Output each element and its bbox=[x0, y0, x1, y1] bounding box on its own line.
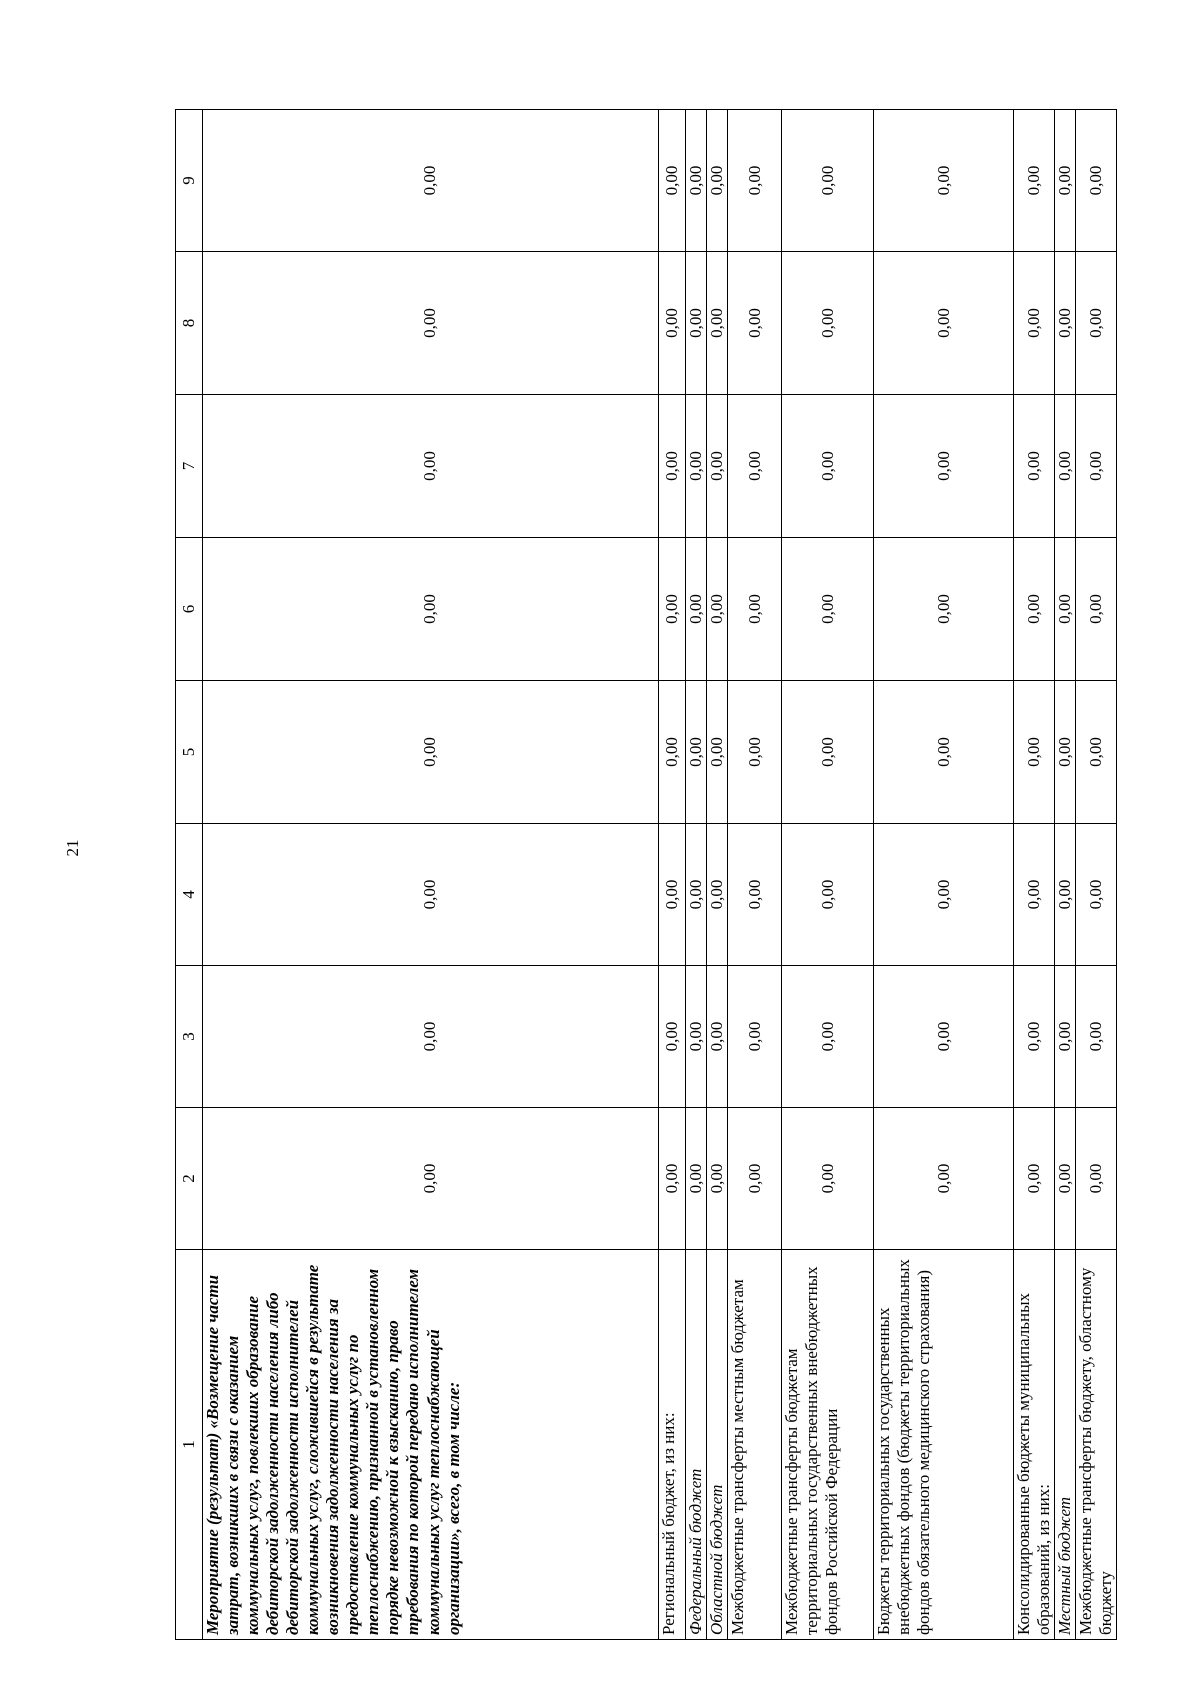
column-header: 6 bbox=[176, 538, 203, 681]
column-header: 5 bbox=[176, 681, 203, 824]
value-cell: 0,00 bbox=[782, 966, 874, 1108]
table-row bbox=[659, 110, 686, 1640]
value-cell: 0,00 bbox=[782, 252, 874, 395]
value-cell: 0,00 bbox=[686, 110, 707, 252]
value-cell: 0,00 bbox=[203, 538, 659, 681]
value-cell: 0,00 bbox=[686, 395, 707, 538]
table-body bbox=[176, 110, 1117, 1640]
value-cell: 0,00 bbox=[1014, 681, 1055, 824]
row-label: Межбюджетные трансферты местным бюджетам bbox=[728, 1250, 782, 1640]
value-cell: 0,00 bbox=[874, 110, 1014, 252]
column-header: 3 bbox=[176, 966, 203, 1108]
value-cell: 0,00 bbox=[1076, 252, 1117, 395]
row-label: Бюджеты территориальных государственных внебюджетных фондов (бюджеты территориальных фондов обязательного медицинского страхования) bbox=[874, 1250, 1014, 1640]
value-cell: 0,00 bbox=[874, 824, 1014, 966]
value-cell: 0,00 bbox=[1014, 110, 1055, 252]
value-cell: 0,00 bbox=[728, 1108, 782, 1250]
value-cell: 0,00 bbox=[1055, 966, 1076, 1108]
value-cell: 0,00 bbox=[1076, 538, 1117, 681]
value-cell: 0,00 bbox=[686, 966, 707, 1108]
value-cell: 0,00 bbox=[203, 966, 659, 1108]
table-row bbox=[203, 110, 659, 1640]
value-cell: 0,00 bbox=[1014, 966, 1055, 1108]
value-cell: 0,00 bbox=[1055, 252, 1076, 395]
value-cell: 0,00 bbox=[659, 681, 686, 824]
value-cell: 0,00 bbox=[1076, 395, 1117, 538]
value-cell: 0,00 bbox=[782, 681, 874, 824]
column-header: 7 bbox=[176, 395, 203, 538]
value-cell: 0,00 bbox=[686, 681, 707, 824]
value-cell: 0,00 bbox=[782, 395, 874, 538]
value-cell: 0,00 bbox=[686, 824, 707, 966]
value-cell: 0,00 bbox=[782, 824, 874, 966]
value-cell: 0,00 bbox=[874, 395, 1014, 538]
value-cell: 0,00 bbox=[203, 395, 659, 538]
value-cell: 0,00 bbox=[728, 395, 782, 538]
table-row bbox=[686, 110, 707, 1640]
value-cell: 0,00 bbox=[874, 681, 1014, 824]
value-cell: 0,00 bbox=[1014, 824, 1055, 966]
table-row bbox=[707, 110, 728, 1640]
row-label: Региональный бюджет, из них: bbox=[659, 1250, 686, 1640]
value-cell: 0,00 bbox=[707, 1108, 728, 1250]
rotated-table-wrapper bbox=[175, 110, 1116, 1640]
value-cell: 0,00 bbox=[728, 538, 782, 681]
column-header: 4 bbox=[176, 824, 203, 966]
value-cell: 0,00 bbox=[782, 110, 874, 252]
value-cell: 0,00 bbox=[203, 824, 659, 966]
value-cell: 0,00 bbox=[782, 538, 874, 681]
row-label: Мероприятие (результат) «Возмещение части затрат, возникших в связи с оказанием коммунальных услуг, повлекших образование дебиторской задолженности населения либо дебиторской задолженности исполнителей коммунальных услуг, сложившейся в результате возникновения задолженности населения за предоставление коммунальных услуг по теплоснабжению, признанной в установленном порядке невозможной к взысканию, право требования по которой передано исполнителем коммунальных услуг теплоснабжающей организации», всего, в том числе: bbox=[203, 1250, 659, 1640]
value-cell: 0,00 bbox=[874, 538, 1014, 681]
value-cell: 0,00 bbox=[1014, 252, 1055, 395]
value-cell: 0,00 bbox=[686, 252, 707, 395]
value-cell: 0,00 bbox=[686, 538, 707, 681]
table-row bbox=[874, 110, 1014, 1640]
value-cell: 0,00 bbox=[707, 681, 728, 824]
table-row bbox=[1076, 110, 1117, 1640]
value-cell: 0,00 bbox=[1055, 681, 1076, 824]
value-cell: 0,00 bbox=[1076, 824, 1117, 966]
row-label: Межбюджетные трансферты бюджету, областному бюджету bbox=[1076, 1250, 1117, 1640]
column-header: 2 bbox=[176, 1108, 203, 1250]
value-cell: 0,00 bbox=[1014, 1108, 1055, 1250]
table-header-row bbox=[176, 110, 203, 1640]
table-row bbox=[782, 110, 874, 1640]
value-cell: 0,00 bbox=[782, 1108, 874, 1250]
column-header: 8 bbox=[176, 252, 203, 395]
value-cell: 0,00 bbox=[728, 966, 782, 1108]
value-cell: 0,00 bbox=[659, 252, 686, 395]
value-cell: 0,00 bbox=[1055, 824, 1076, 966]
value-cell: 0,00 bbox=[707, 110, 728, 252]
row-label: Областной бюджет bbox=[707, 1250, 728, 1640]
value-cell: 0,00 bbox=[874, 1108, 1014, 1250]
table-row bbox=[728, 110, 782, 1640]
row-label: Местный бюджет bbox=[1055, 1250, 1076, 1640]
value-cell: 0,00 bbox=[707, 824, 728, 966]
page-number: 21 bbox=[63, 839, 82, 857]
value-cell: 0,00 bbox=[1014, 395, 1055, 538]
value-cell: 0,00 bbox=[728, 110, 782, 252]
value-cell: 0,00 bbox=[1055, 538, 1076, 681]
value-cell: 0,00 bbox=[659, 966, 686, 1108]
value-cell: 0,00 bbox=[1055, 110, 1076, 252]
value-cell: 0,00 bbox=[203, 1108, 659, 1250]
value-cell: 0,00 bbox=[707, 252, 728, 395]
value-cell: 0,00 bbox=[203, 252, 659, 395]
row-label: Консолидированные бюджеты муниципальных образований, из них: bbox=[1014, 1250, 1055, 1640]
value-cell: 0,00 bbox=[707, 395, 728, 538]
column-header: 1 bbox=[176, 1250, 203, 1640]
value-cell: 0,00 bbox=[1076, 1108, 1117, 1250]
value-cell: 0,00 bbox=[728, 824, 782, 966]
value-cell: 0,00 bbox=[874, 252, 1014, 395]
value-cell: 0,00 bbox=[1076, 681, 1117, 824]
row-label: Федеральный бюджет bbox=[686, 1250, 707, 1640]
value-cell: 0,00 bbox=[728, 252, 782, 395]
value-cell: 0,00 bbox=[686, 1108, 707, 1250]
value-cell: 0,00 bbox=[707, 966, 728, 1108]
value-cell: 0,00 bbox=[1055, 1108, 1076, 1250]
row-label: Межбюджетные трансферты бюджетам территориальных государственных внебюджетных фондов Российской Федерации bbox=[782, 1250, 874, 1640]
budget-table bbox=[175, 109, 1117, 1640]
value-cell: 0,00 bbox=[659, 110, 686, 252]
column-header: 9 bbox=[176, 110, 203, 252]
value-cell: 0,00 bbox=[728, 681, 782, 824]
value-cell: 0,00 bbox=[1014, 538, 1055, 681]
table-row bbox=[1055, 110, 1076, 1640]
value-cell: 0,00 bbox=[203, 110, 659, 252]
value-cell: 0,00 bbox=[203, 681, 659, 824]
value-cell: 0,00 bbox=[659, 395, 686, 538]
table-row bbox=[1014, 110, 1055, 1640]
value-cell: 0,00 bbox=[659, 824, 686, 966]
value-cell: 0,00 bbox=[1076, 966, 1117, 1108]
value-cell: 0,00 bbox=[707, 538, 728, 681]
value-cell: 0,00 bbox=[659, 1108, 686, 1250]
value-cell: 0,00 bbox=[1076, 110, 1117, 252]
value-cell: 0,00 bbox=[659, 538, 686, 681]
value-cell: 0,00 bbox=[874, 966, 1014, 1108]
value-cell: 0,00 bbox=[1055, 395, 1076, 538]
